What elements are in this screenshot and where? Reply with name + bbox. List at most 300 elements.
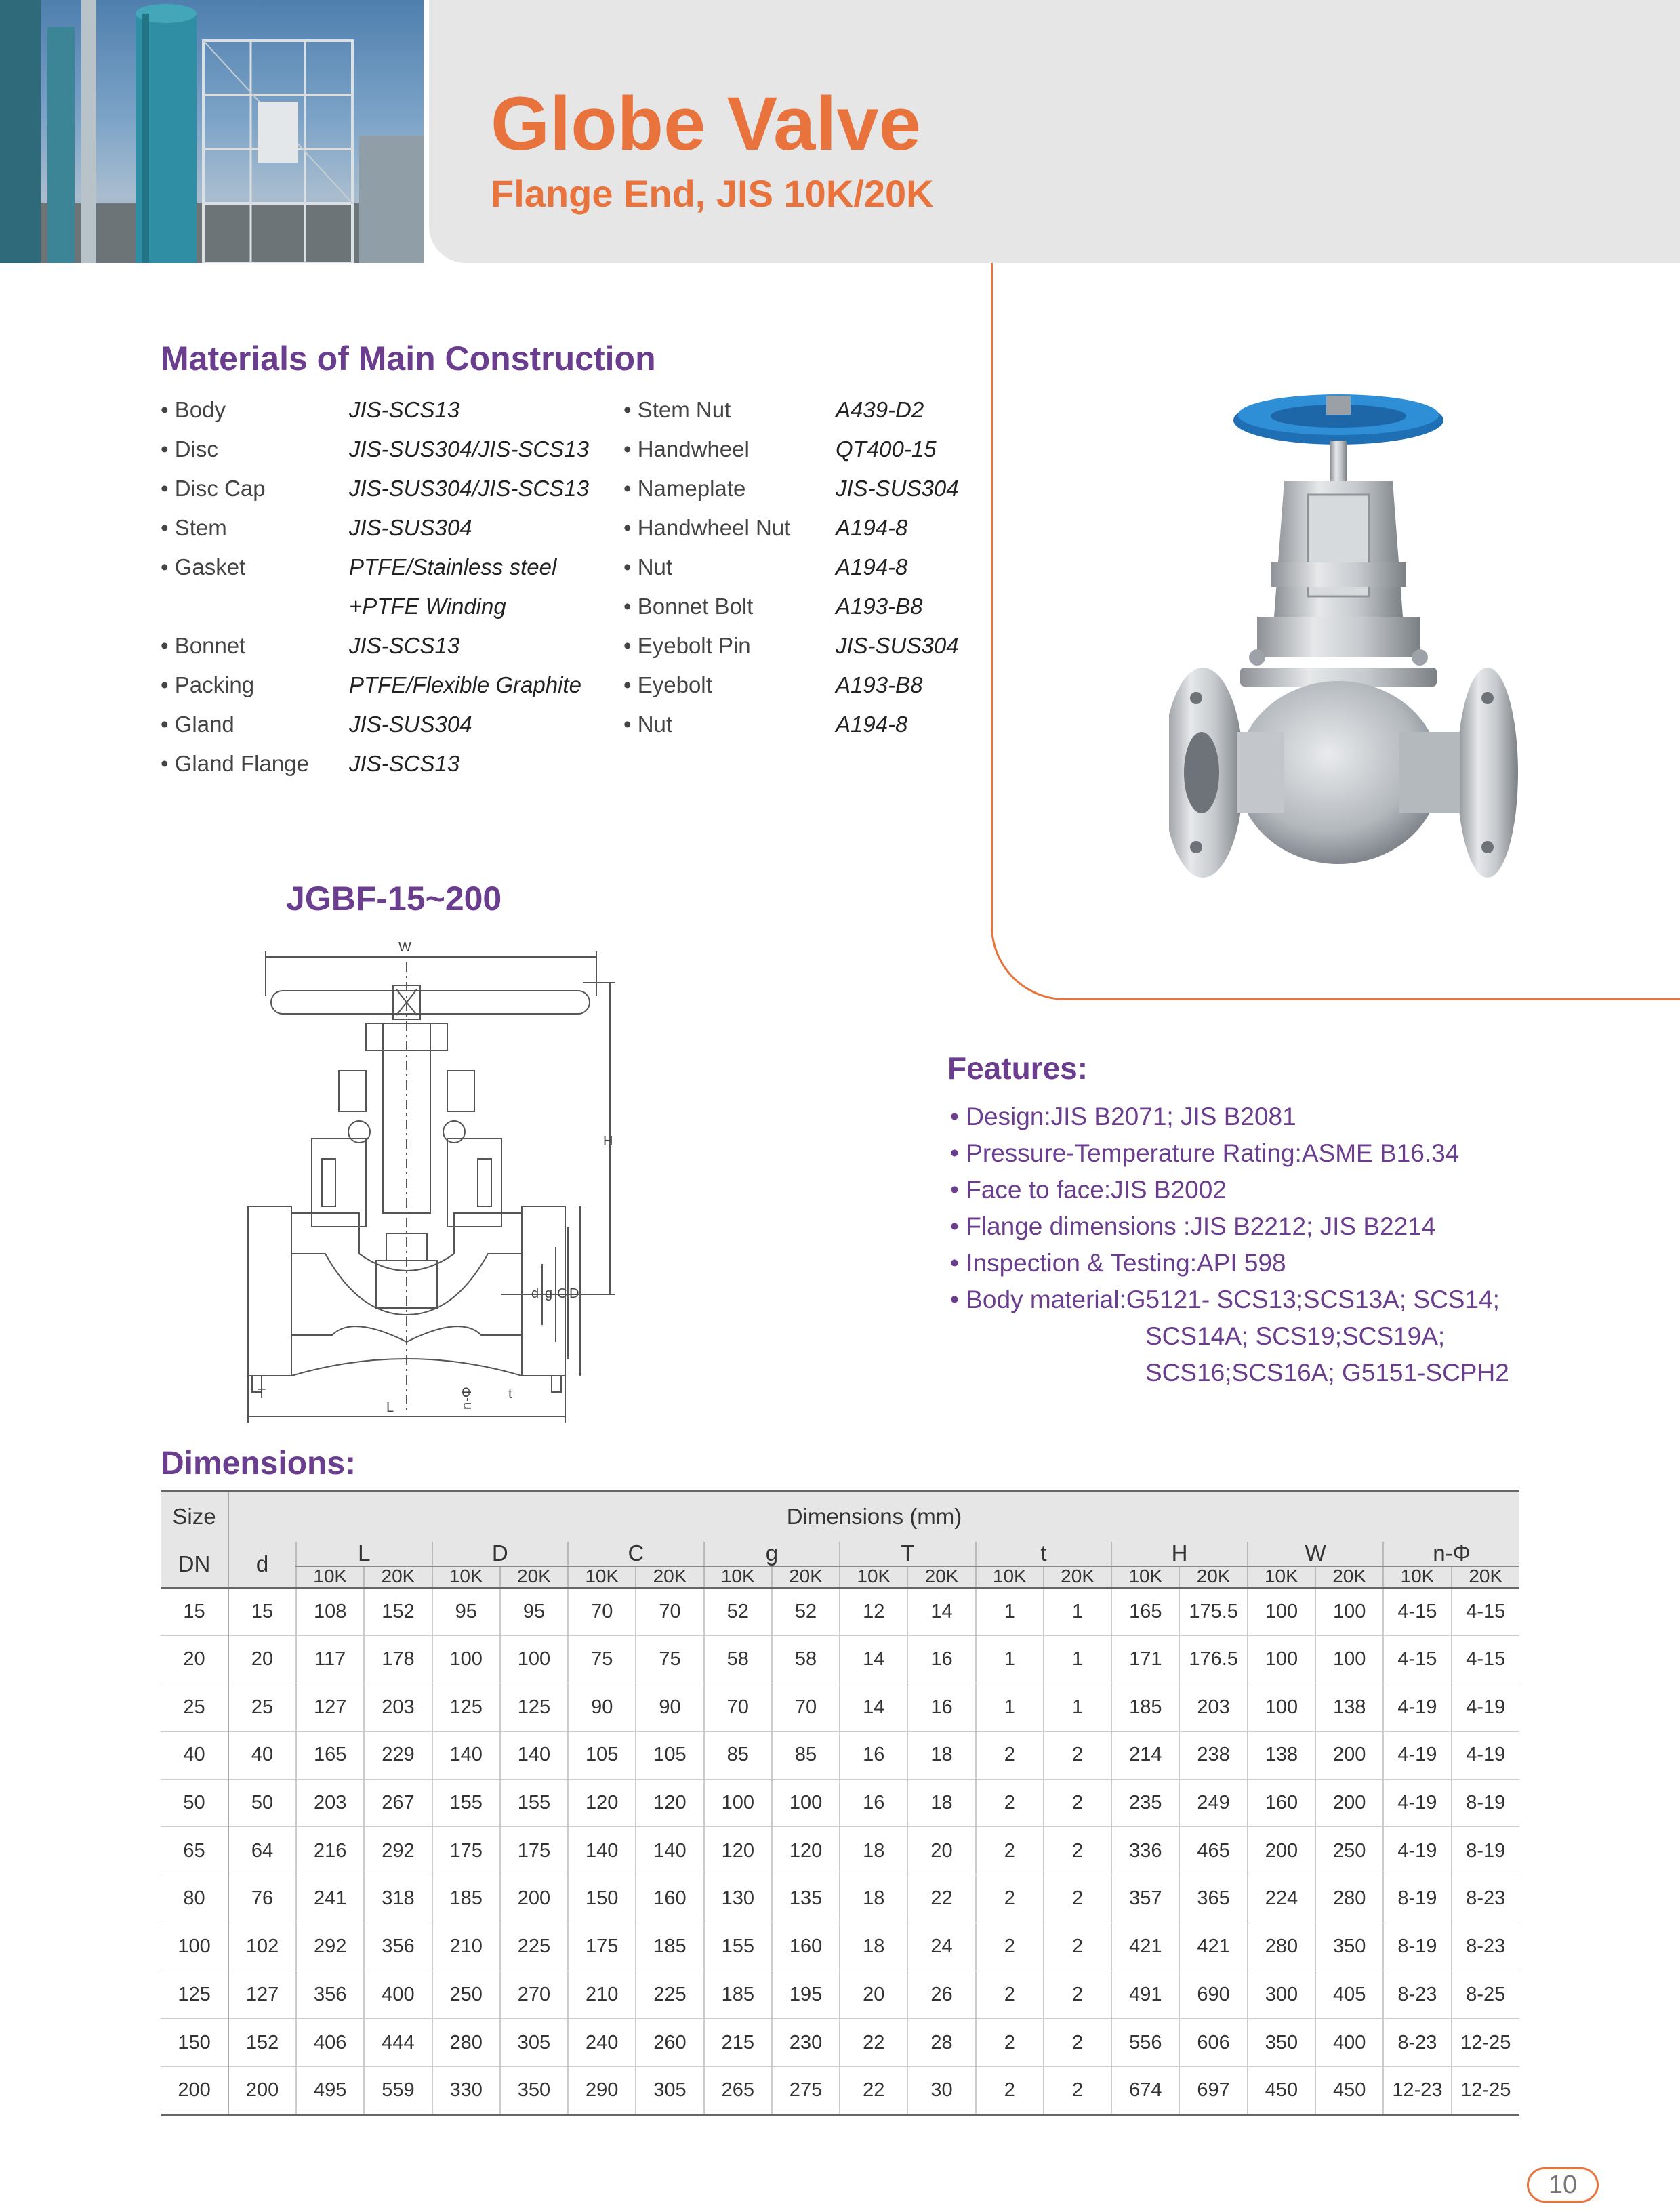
- dimension-cell: 350: [1315, 1923, 1383, 1971]
- dimension-cell: 690: [1179, 1971, 1247, 2019]
- dimension-cell: 330: [432, 2066, 500, 2114]
- dimension-cell: 2: [976, 1827, 1044, 1875]
- d-cell: 25: [228, 1683, 296, 1732]
- dimension-cell: 185: [432, 1875, 500, 1923]
- dimension-cell: 1: [976, 1635, 1044, 1683]
- group-header-d: D: [432, 1542, 569, 1566]
- dimension-cell: 292: [296, 1923, 364, 1971]
- material-value: A194-8: [836, 515, 908, 540]
- material-value: JIS-SCS13: [349, 633, 460, 658]
- dimension-cell: 224: [1248, 1875, 1315, 1923]
- material-name: • Stem Nut: [623, 397, 731, 422]
- feature-item: • Flange dimensions :JIS B2212; JIS B2214: [950, 1212, 1436, 1240]
- dimension-cell: 75: [636, 1635, 703, 1683]
- dimension-cell: 1: [1044, 1588, 1111, 1636]
- dimensions-heading: Dimensions:: [161, 1446, 356, 1481]
- dimension-cell: 95: [500, 1588, 568, 1636]
- table-row: [161, 2019, 1519, 2067]
- dimension-cell: 185: [1111, 1683, 1179, 1732]
- group-header-g: g: [704, 1542, 840, 1566]
- feature-item-continued: SCS16;SCS16A; G5151-SCPH2: [1145, 1359, 1509, 1387]
- dimension-cell: 2: [976, 1732, 1044, 1780]
- dimension-cell: 16: [907, 1635, 975, 1683]
- dimension-cell: 130: [704, 1875, 772, 1923]
- materials-heading: Materials of Main Construction: [161, 340, 656, 377]
- dimension-cell: 249: [1179, 1779, 1247, 1827]
- dimension-cell: 105: [568, 1732, 636, 1780]
- dimension-cell: 175.5: [1179, 1588, 1247, 1636]
- dimension-cell: 225: [636, 1971, 703, 2019]
- dimension-cell: 200: [500, 1875, 568, 1923]
- dimension-cell: 127: [296, 1683, 364, 1732]
- dimension-cell: 2: [976, 1971, 1044, 2019]
- material-value: JIS-SUS304: [349, 712, 472, 737]
- group-header-c: C: [568, 1542, 704, 1566]
- material-value: A194-8: [836, 554, 908, 579]
- group-header-h: H: [1111, 1542, 1248, 1566]
- class-20k: 20K: [1315, 1566, 1383, 1588]
- class-20k: 20K: [1179, 1566, 1247, 1588]
- dimension-cell: 100: [772, 1779, 840, 1827]
- material-name: • Handwheel Nut: [623, 515, 791, 540]
- dimension-cell: 70: [772, 1683, 840, 1732]
- dimension-cell: 175: [568, 1923, 636, 1971]
- dimension-cell: 405: [1315, 1971, 1383, 2019]
- d-cell: 152: [228, 2019, 296, 2067]
- dimension-cell: 75: [568, 1635, 636, 1683]
- dn-cell: 80: [161, 1875, 228, 1923]
- dimension-cell: 495: [296, 2066, 364, 2114]
- drawing-label-l: L: [386, 1400, 394, 1415]
- d-header: d: [228, 1542, 296, 1588]
- page-subtitle: Flange End, JIS 10K/20K: [491, 172, 934, 215]
- dimension-cell: 18: [907, 1779, 975, 1827]
- dimension-cell: 305: [636, 2066, 703, 2114]
- dimension-cell: 2: [1044, 1779, 1111, 1827]
- dimension-cell: 200: [1315, 1732, 1383, 1780]
- dimension-cell: 117: [296, 1635, 364, 1683]
- dimension-cell: 280: [432, 2019, 500, 2067]
- dimension-cell: 85: [704, 1732, 772, 1780]
- material-name: • Eyebolt Pin: [623, 633, 751, 658]
- dimension-cell: 305: [500, 2019, 568, 2067]
- material-value: JIS-SUS304/JIS-SCS13: [349, 436, 589, 462]
- dimension-cell: 125: [432, 1683, 500, 1732]
- dimension-cell: 216: [296, 1827, 364, 1875]
- drawing-label-dd: D: [569, 1286, 579, 1301]
- dimension-cell: 95: [432, 1588, 500, 1636]
- dimension-cell: 52: [704, 1588, 772, 1636]
- material-value: JIS-SUS304: [836, 476, 959, 501]
- dimension-cell: 2: [1044, 1827, 1111, 1875]
- group-header-t: t: [976, 1542, 1112, 1566]
- dimension-cell: 4-15: [1452, 1635, 1519, 1683]
- dimension-cell: 152: [364, 1588, 432, 1636]
- dimension-cell: 14: [907, 1588, 975, 1636]
- dimension-cell: 238: [1179, 1732, 1247, 1780]
- dimension-cell: 22: [907, 1875, 975, 1923]
- dimension-cell: 4-19: [1452, 1732, 1519, 1780]
- dimension-cell: 12: [840, 1588, 907, 1636]
- dimension-cell: 1: [1044, 1683, 1111, 1732]
- dimension-cell: 365: [1179, 1875, 1247, 1923]
- dimension-cell: 559: [364, 2066, 432, 2114]
- page-number: 10: [1527, 2167, 1599, 2203]
- dimension-cell: 250: [432, 1971, 500, 2019]
- dimension-cell: 280: [1248, 1923, 1315, 1971]
- dn-cell: 50: [161, 1779, 228, 1827]
- material-value: JIS-SCS13: [349, 397, 460, 422]
- dimension-cell: 292: [364, 1827, 432, 1875]
- material-name: • Bonnet Bolt: [623, 594, 754, 619]
- dimension-cell: 195: [772, 1971, 840, 2019]
- dimension-cell: 400: [1315, 2019, 1383, 2067]
- dn-cell: 65: [161, 1827, 228, 1875]
- feature-item: • Face to face:JIS B2002: [950, 1176, 1227, 1204]
- dimension-cell: 350: [1248, 2019, 1315, 2067]
- dimension-cell: 70: [636, 1588, 703, 1636]
- dimension-cell: 357: [1111, 1875, 1179, 1923]
- class-20k: 20K: [907, 1566, 975, 1588]
- dimension-cell: 160: [772, 1923, 840, 1971]
- dimension-cell: 18: [907, 1732, 975, 1780]
- dimension-cell: 2: [1044, 1732, 1111, 1780]
- dimension-cell: 2: [1044, 1971, 1111, 2019]
- dimension-cell: 2: [1044, 1875, 1111, 1923]
- dimension-cell: 165: [296, 1732, 364, 1780]
- feature-item: • Pressure-Temperature Rating:ASME B16.34: [950, 1139, 1460, 1167]
- dimension-cell: 203: [1179, 1683, 1247, 1732]
- table-row: [161, 1683, 1519, 1732]
- d-cell: 127: [228, 1971, 296, 2019]
- features-heading: Features:: [947, 1050, 1088, 1086]
- class-10k: 10K: [1111, 1566, 1179, 1588]
- dimension-cell: 12-25: [1452, 2019, 1519, 2067]
- dimension-cell: 2: [1044, 1923, 1111, 1971]
- material-value: JIS-SUS304: [349, 515, 472, 540]
- dimension-cell: 58: [772, 1635, 840, 1683]
- dimension-cell: 406: [296, 2019, 364, 2067]
- dimension-cell: 300: [1248, 1971, 1315, 2019]
- dimension-cell: 100: [1248, 1588, 1315, 1636]
- dimension-cell: 100: [1248, 1683, 1315, 1732]
- dimension-cell: 210: [432, 1923, 500, 1971]
- dimension-cell: 8-23: [1383, 2019, 1451, 2067]
- class-10k: 10K: [1248, 1566, 1315, 1588]
- dimension-cell: 275: [772, 2066, 840, 2114]
- dimension-cell: 225: [500, 1923, 568, 1971]
- d-cell: 15: [228, 1588, 296, 1636]
- dimension-cell: 280: [1315, 1875, 1383, 1923]
- dimension-cell: 260: [636, 2019, 703, 2067]
- d-cell: 50: [228, 1779, 296, 1827]
- dimension-cell: 4-19: [1383, 1683, 1451, 1732]
- material-value: JIS-SCS13: [349, 751, 460, 776]
- dimension-cell: 2: [976, 1875, 1044, 1923]
- dimension-cell: 270: [500, 1971, 568, 2019]
- dimension-cell: 267: [364, 1779, 432, 1827]
- globe-valve-photo: [1169, 393, 1521, 928]
- dimension-cell: 1: [1044, 1635, 1111, 1683]
- class-20k: 20K: [500, 1566, 568, 1588]
- dimension-cell: 155: [500, 1779, 568, 1827]
- dimension-cell: 20: [840, 1971, 907, 2019]
- class-20k: 20K: [1452, 1566, 1519, 1588]
- material-name: • Disc: [161, 436, 218, 462]
- dimension-cell: 421: [1111, 1923, 1179, 1971]
- dimension-cell: 491: [1111, 1971, 1179, 2019]
- dimension-cell: 14: [840, 1683, 907, 1732]
- feature-item: • Inspection & Testing:API 598: [950, 1249, 1286, 1277]
- drawing-label-c: C: [557, 1286, 567, 1301]
- dimensions-table: [161, 1490, 1519, 2116]
- material-value: PTFE/Stainless steel: [349, 554, 557, 579]
- material-value: PTFE/Flexible Graphite: [349, 672, 581, 697]
- dimension-cell: 8-19: [1383, 1923, 1451, 1971]
- dimension-cell: 58: [704, 1635, 772, 1683]
- valve-section-drawing: [244, 935, 623, 1423]
- size-header: Size: [161, 1492, 228, 1542]
- dimension-cell: 178: [364, 1635, 432, 1683]
- dimension-cell: 100: [1248, 1635, 1315, 1683]
- dimension-cell: 18: [840, 1923, 907, 1971]
- dimension-cell: 160: [1248, 1779, 1315, 1827]
- dimension-cell: 356: [364, 1923, 432, 1971]
- group-header-l: L: [296, 1542, 432, 1566]
- drawing-label-n: n-Φ: [459, 1387, 474, 1410]
- dimension-cell: 90: [636, 1683, 703, 1732]
- drawing-label-t-upper: T: [258, 1387, 266, 1401]
- dimension-cell: 16: [840, 1779, 907, 1827]
- dimension-cell: 100: [500, 1635, 568, 1683]
- dimension-cell: 336: [1111, 1827, 1179, 1875]
- table-row: [161, 1971, 1519, 2019]
- dimension-cell: 356: [296, 1971, 364, 2019]
- dimension-cell: 175: [432, 1827, 500, 1875]
- dimension-cell: 160: [636, 1875, 703, 1923]
- dimension-cell: 138: [1248, 1732, 1315, 1780]
- class-10k: 10K: [568, 1566, 636, 1588]
- d-cell: 64: [228, 1827, 296, 1875]
- dimension-cell: 12-23: [1383, 2066, 1451, 2114]
- dimension-cell: 2: [976, 1779, 1044, 1827]
- group-header-t-upper: T: [840, 1542, 976, 1566]
- dimension-cell: 150: [568, 1875, 636, 1923]
- dimension-cell: 138: [1315, 1683, 1383, 1732]
- dimension-cell: 2: [1044, 2066, 1111, 2114]
- class-20k: 20K: [364, 1566, 432, 1588]
- dimension-cell: 155: [432, 1779, 500, 1827]
- dimension-cell: 70: [704, 1683, 772, 1732]
- table-row: [161, 1588, 1519, 1636]
- class-20k: 20K: [772, 1566, 840, 1588]
- dn-cell: 100: [161, 1923, 228, 1971]
- dimension-cell: 235: [1111, 1779, 1179, 1827]
- feature-item: • Design:JIS B2071; JIS B2081: [950, 1103, 1296, 1130]
- dimension-cell: 108: [296, 1588, 364, 1636]
- dimension-cell: 200: [1248, 1827, 1315, 1875]
- dimension-cell: 16: [840, 1732, 907, 1780]
- class-10k: 10K: [432, 1566, 500, 1588]
- table-row: [161, 1732, 1519, 1780]
- group-header-n: n-Φ: [1383, 1542, 1519, 1566]
- group-header-w: W: [1248, 1542, 1384, 1566]
- dimension-cell: 450: [1315, 2066, 1383, 2114]
- dimension-cell: 400: [364, 1971, 432, 2019]
- dimension-cell: 105: [636, 1732, 703, 1780]
- dimension-cell: 8-25: [1452, 1971, 1519, 2019]
- dimension-cell: 14: [840, 1635, 907, 1683]
- dimension-cell: 12-25: [1452, 2066, 1519, 2114]
- page-title: Globe Valve: [491, 81, 921, 166]
- dimension-cell: 4-19: [1383, 1827, 1451, 1875]
- material-name: • Stem: [161, 515, 227, 540]
- dimension-cell: 215: [704, 2019, 772, 2067]
- dimension-cell: 70: [568, 1588, 636, 1636]
- material-value: JIS-SUS304: [836, 633, 959, 658]
- dimension-cell: 120: [772, 1827, 840, 1875]
- dimension-cell: 85: [772, 1732, 840, 1780]
- class-20k: 20K: [1044, 1566, 1111, 1588]
- dimension-cell: 4-19: [1383, 1779, 1451, 1827]
- material-value: A194-8: [836, 712, 908, 737]
- table-row: [161, 1827, 1519, 1875]
- dimension-cell: 674: [1111, 2066, 1179, 2114]
- dimension-cell: 28: [907, 2019, 975, 2067]
- dimension-cell: 100: [1315, 1588, 1383, 1636]
- dimension-cell: 4-15: [1383, 1635, 1451, 1683]
- material-name: • Disc Cap: [161, 476, 266, 501]
- dimension-cell: 8-19: [1452, 1827, 1519, 1875]
- dn-header: DN: [161, 1542, 228, 1588]
- dimension-cell: 176.5: [1179, 1635, 1247, 1683]
- dimension-cell: 230: [772, 2019, 840, 2067]
- dimension-cell: 26: [907, 1971, 975, 2019]
- dimension-cell: 30: [907, 2066, 975, 2114]
- dimension-cell: 185: [636, 1923, 703, 1971]
- drawing-label-d: d: [531, 1286, 539, 1301]
- dimension-cell: 444: [364, 2019, 432, 2067]
- d-cell: 102: [228, 1923, 296, 1971]
- dimension-cell: 185: [704, 1971, 772, 2019]
- dimension-cell: 1: [976, 1588, 1044, 1636]
- d-cell: 200: [228, 2066, 296, 2114]
- dimension-cell: 250: [1315, 1827, 1383, 1875]
- material-value: +PTFE Winding: [349, 594, 506, 619]
- dimension-cell: 135: [772, 1875, 840, 1923]
- material-value: QT400-15: [836, 436, 937, 462]
- material-name: • Nut: [623, 712, 673, 737]
- dimension-cell: 100: [432, 1635, 500, 1683]
- table-header-row: [161, 1492, 1519, 1542]
- material-name: • Eyebolt: [623, 672, 712, 697]
- dn-cell: 20: [161, 1635, 228, 1683]
- table-row: [161, 2066, 1519, 2114]
- table-row: [161, 1635, 1519, 1683]
- dimension-cell: 140: [500, 1732, 568, 1780]
- table-row: [161, 1923, 1519, 1971]
- dimension-cell: 22: [840, 2066, 907, 2114]
- dn-cell: 25: [161, 1683, 228, 1732]
- material-name: • Nameplate: [623, 476, 746, 501]
- dimension-cell: 140: [636, 1827, 703, 1875]
- dimension-cell: 2: [1044, 2019, 1111, 2067]
- dimension-cell: 8-23: [1452, 1923, 1519, 1971]
- dimension-cell: 24: [907, 1923, 975, 1971]
- class-20k: 20K: [636, 1566, 703, 1588]
- model-label: JGBF-15~200: [286, 880, 502, 918]
- drawing-label-g: g: [545, 1286, 553, 1301]
- dimension-cell: 450: [1248, 2066, 1315, 2114]
- material-name: • Gland Flange: [161, 751, 309, 776]
- dimension-cell: 290: [568, 2066, 636, 2114]
- drawing-label-h: H: [603, 1134, 613, 1149]
- dimension-cell: 8-19: [1452, 1779, 1519, 1827]
- class-10k: 10K: [1383, 1566, 1451, 1588]
- dimension-cell: 4-19: [1452, 1683, 1519, 1732]
- material-name: • Gland: [161, 712, 234, 737]
- d-cell: 20: [228, 1635, 296, 1683]
- class-10k: 10K: [296, 1566, 364, 1588]
- material-name: • Nut: [623, 554, 673, 579]
- dn-cell: 200: [161, 2066, 228, 2114]
- drawing-label-t: t: [508, 1387, 512, 1401]
- dn-cell: 150: [161, 2019, 228, 2067]
- dimensions-table-body: [161, 1588, 1519, 2115]
- dimension-cell: 120: [568, 1779, 636, 1827]
- dimension-cell: 465: [1179, 1827, 1247, 1875]
- industrial-plant-image: [0, 0, 424, 263]
- dimension-cell: 120: [636, 1779, 703, 1827]
- dimension-cell: 100: [704, 1779, 772, 1827]
- dimension-cell: 52: [772, 1588, 840, 1636]
- dimension-cell: 22: [840, 2019, 907, 2067]
- dimension-cell: 241: [296, 1875, 364, 1923]
- dimension-cell: 4-15: [1383, 1588, 1451, 1636]
- dimension-cell: 165: [1111, 1588, 1179, 1636]
- class-10k: 10K: [704, 1566, 772, 1588]
- dimension-cell: 140: [568, 1827, 636, 1875]
- header-plant-photo: [0, 0, 424, 263]
- dimension-cell: 606: [1179, 2019, 1247, 2067]
- material-value: A193-B8: [836, 594, 923, 619]
- dimension-cell: 318: [364, 1875, 432, 1923]
- dimension-cell: 421: [1179, 1923, 1247, 1971]
- dn-cell: 40: [161, 1732, 228, 1780]
- dimension-cell: 20: [907, 1827, 975, 1875]
- dimension-cell: 8-19: [1383, 1875, 1451, 1923]
- dimension-cell: 200: [1315, 1779, 1383, 1827]
- table-group-row: [161, 1542, 1519, 1566]
- dimension-cell: 210: [568, 1971, 636, 2019]
- dimension-cell: 203: [364, 1683, 432, 1732]
- dimension-cell: 214: [1111, 1732, 1179, 1780]
- table-row: [161, 1875, 1519, 1923]
- class-10k: 10K: [840, 1566, 907, 1588]
- dimension-cell: 2: [976, 1923, 1044, 1971]
- dimension-cell: 8-23: [1383, 1971, 1451, 2019]
- dimension-cell: 350: [500, 2066, 568, 2114]
- dimension-cell: 171: [1111, 1635, 1179, 1683]
- d-cell: 76: [228, 1875, 296, 1923]
- dimension-cell: 2: [976, 2066, 1044, 2114]
- dimension-cell: 1: [976, 1683, 1044, 1732]
- material-value: A439-D2: [836, 397, 924, 422]
- dimension-cell: 155: [704, 1923, 772, 1971]
- dimension-cell: 265: [704, 2066, 772, 2114]
- dimension-cell: 175: [500, 1827, 568, 1875]
- dimension-cell: 4-19: [1383, 1732, 1451, 1780]
